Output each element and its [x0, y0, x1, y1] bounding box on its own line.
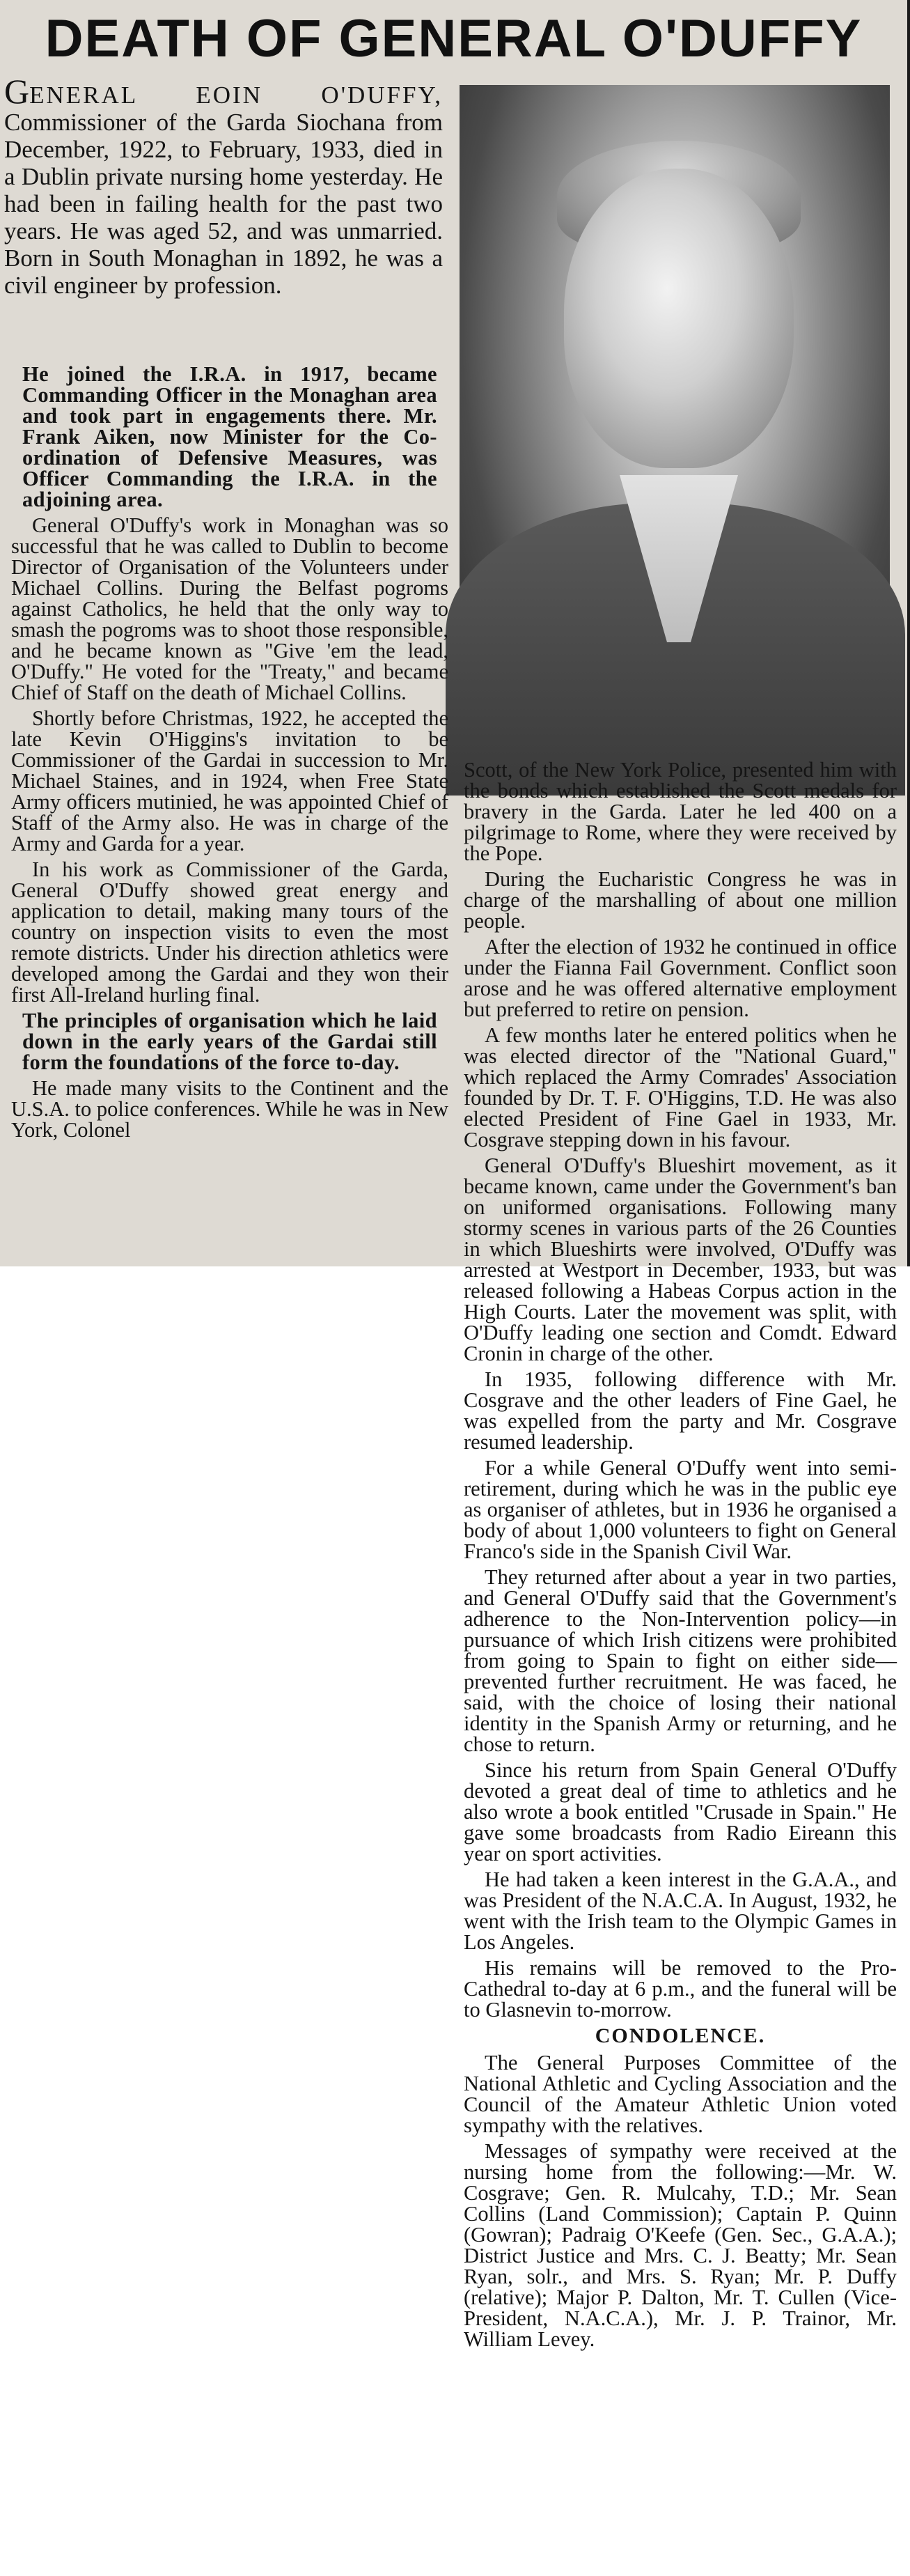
bold-paragraph: He joined the I.R.A. in 1917, became Commanding Officer in the Monaghan area and took part in engagements there. Mr. Frank Aiken, now Minister for the Co-ordination of Defensive Measures, was Officer Commanding the I.R.A. in the adjoining area.	[22, 362, 437, 511]
paragraph: Shortly before Christmas, 1922, he accepted the late Kevin O'Higgins's invitation to be Commissioner of the Gardai in succession to Mr. Michael Staines, and in 1924, when Free State Army officers mutinied, he was appointed Chief of Staff of the Army also. He was in charge of the Army and Garda for a year.	[11, 706, 448, 855]
paragraph: The General Purposes Committee of the National Athletic and Cycling Association and the Council of the Amateur Athletic Union voted sympathy with the relatives.	[464, 2051, 897, 2137]
paragraph: General O'Duffy's work in Monaghan was so successful that he was called to Dublin to become Director of Organisation of the Volunteers under Michael Collins. During the Belfast pogroms against Catholics, he held that the only way to smash the pogroms was to shoot those responsible, and he became known as "Give 'em the lead, O'Duffy." He voted for the "Treaty," and became Chief of Staff on the death of Michael Collins.	[11, 513, 448, 704]
paragraph: In 1935, following difference with Mr. Cosgrave and the other leaders of Fine Gael, he was expelled from the party and Mr. Cosgrave resumed leadership.	[464, 1367, 897, 1454]
headline: DEATH OF GENERAL O'DUFFY	[45, 8, 863, 68]
paragraph: After the election of 1932 he continued in office under the Fianna Fail Government. Conflict soon arose and he was offered alternative employment but preferred to retire on pension.	[464, 935, 897, 1021]
paragraph: General O'Duffy's Blueshirt movement, as it became known, came under the Government's ban on uniformed organisations. Following many stormy scenes in various parts of the 26 Counties in which Blueshirts were involved, O'Duffy was arrested at Westport in December, 1933, but was released following a Habeas Corpus action in the High Courts. Later the movement was split, with O'Duffy leading one section and Comdt. Edward Cronin in charge of the other.	[464, 1154, 897, 1365]
portrait-photo	[460, 85, 890, 754]
drop-cap: G	[4, 72, 30, 111]
lead-first-line: ENERAL EOIN O'DUFFY,	[29, 82, 443, 109]
subheading: CONDOLENCE.	[595, 2024, 766, 2047]
article-column-right	[464, 759, 897, 2354]
paragraph: Since his return from Spain General O'Duffy devoted a great deal of time to athletics and he also wrote a book entitled "Crusade in Spain." He gave some broadcasts from Radio Eireann this year on sport activities.	[464, 1758, 897, 1865]
lead-paragraph	[4, 72, 443, 299]
lead-text: Commissioner of the Garda Siochana from December, 1922, to February, 1933, died in a Dublin private nursing home yesterday. He had been in failing health for the past two years. He was aged 52, and was unmarried. Born in South Monaghan in 1892, he was a civil engineer by profession.	[4, 109, 443, 299]
paragraph: Messages of sympathy were received at the nursing home from the following:—Mr. W. Cosgrave; Gen. R. Mulcahy, T.D.; Mr. Sean Collins (Land Commission); Captain P. Quinn (Gowran); Padraig O'Keefe (Gen. Sec., G.A.A.); District Justice and Mrs. C. J. Beatty; Mr. Sean Ryan, solr., and Mrs. S. Ryan; Mr. P. Duffy (relative); Major P. Dalton, Mr. T. Cullen (Vice-President, N.A.C.A.), Mr. J. P. Trainor, Mr. William Levey.	[464, 2139, 897, 2351]
paragraph: For a while General O'Duffy went into semi-retirement, during which he was in the public eye as organiser of athletes, but in 1936 he organised a body of about 1,000 volunteers to fight on General Franco's side in the Spanish Civil War.	[464, 1456, 897, 1563]
paragraph: He made many visits to the Continent and the U.S.A. to police conferences. While he was in New York, Colonel	[11, 1076, 448, 1142]
paragraph: A few months later he entered politics when he was elected director of the "National Guard," which replaced the Army Comrades' Association founded by Dr. T. F. O'Higgins, T.D. He was also elected President of Fine Gael in 1933, Mr. Cosgrave stepping down in his favour.	[464, 1023, 897, 1151]
paragraph: Scott, of the New York Police, presented him with the bonds which established the Scott medals for bravery in the Garda. Later he led 400 on a pilgrimage to Rome, where they were received by the Pope.	[464, 758, 897, 865]
paragraph: During the Eucharistic Congress he was in charge of the marshalling of about one million people.	[464, 867, 897, 933]
article-column-left	[11, 364, 448, 1145]
bold-paragraph: The principles of organisation which he laid down in the early years of the Gardai still form the foundations of the force to-day.	[22, 1009, 437, 1074]
paragraph: They returned after about a year in two parties, and General O'Duffy said that the Government's adherence to the Non-Intervention policy—in pursuance of which Irish citizens were prohibited from going to Spain to fight on either side—prevented further recruitment. He was faced, he said, with the choice of losing their national identity in the Spanish Army or returning, and he chose to return.	[464, 1565, 897, 1756]
paragraph: His remains will be removed to the Pro-Cathedral to-day at 6 p.m., and the funeral will be to Glasnevin to-morrow.	[464, 1956, 897, 2022]
paragraph: He had taken a keen interest in the G.A.A., and was President of the N.A.C.A. In August, 1932, he went with the Irish team to the Olympic Games in Los Angeles.	[464, 1868, 897, 1954]
paragraph: In his work as Commissioner of the Garda, General O'Duffy showed great energy and application to detail, making many tours of the country on inspection visits to even the most remote districts. Under his direction athletics were developed among the Gardai and they won their first All-Ireland hurling final.	[11, 858, 448, 1007]
